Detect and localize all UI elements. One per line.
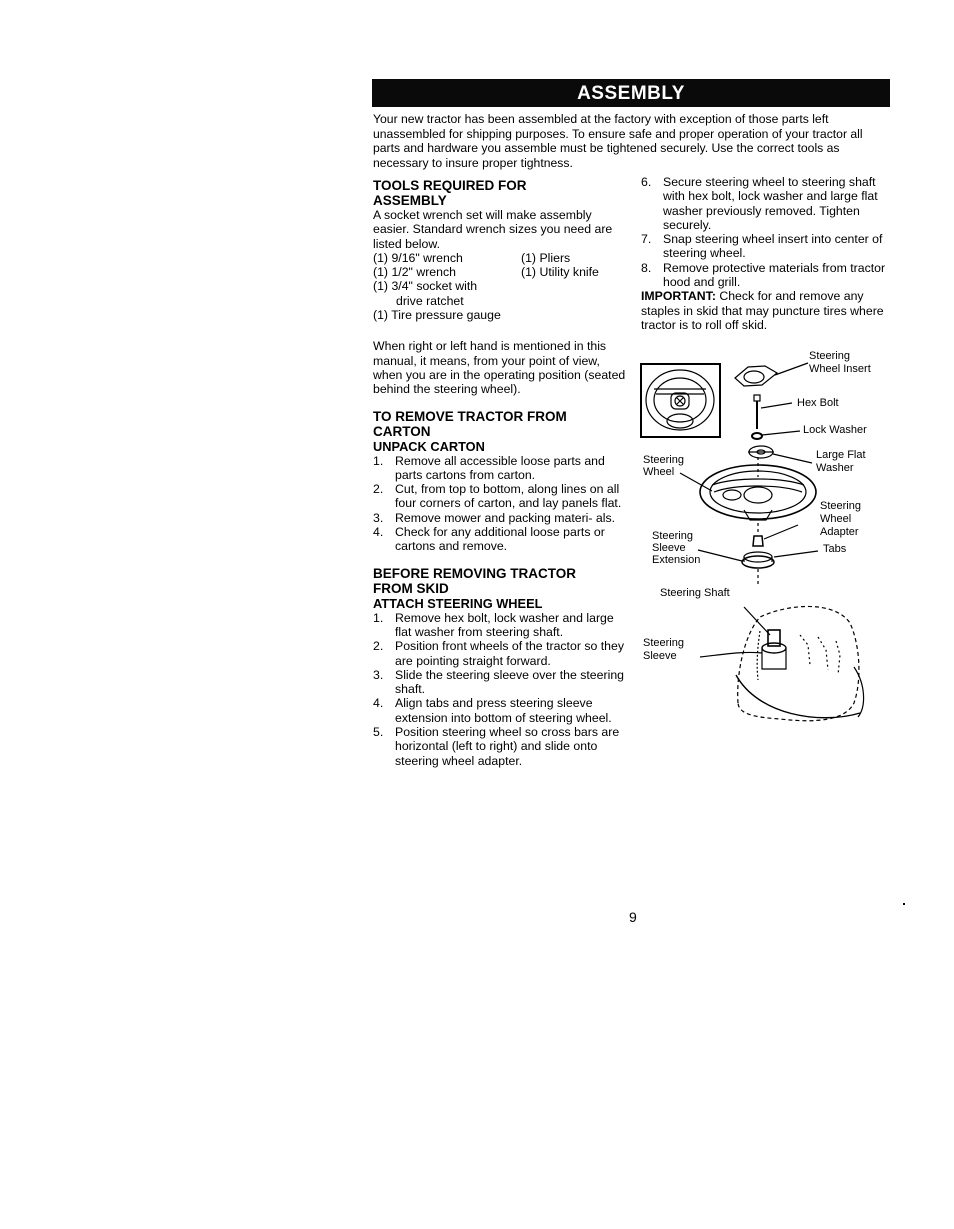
step-text: Remove all accessible loose parts and parts cartons from carton. <box>395 453 605 482</box>
scan-dot <box>903 903 905 905</box>
tools-heading-line2: ASSEMBLY <box>373 193 447 208</box>
label-adapter-2: Wheel <box>820 513 852 525</box>
attach-steps-right <box>641 175 891 289</box>
tools-heading-line1: TOOLS REQUIRED FOR <box>373 178 527 193</box>
intro-paragraph: Your new tractor has been assembled at the factory with exception of those parts left unassembled for shipping purposes. To ensure safe and proper operation of your tractor all parts and hardware you assemble must be tightened securely. Use the correct tools as necessary to insure proper tightness. <box>373 112 863 170</box>
tools-description: A socket wrench set will make assembly easier. Standard wrench sizes you need are listed below. <box>373 208 613 251</box>
label-adapter-1: Steering <box>820 500 861 512</box>
step-number: 3. <box>373 510 384 525</box>
label-extension-1: Steering <box>652 530 693 542</box>
step-number: 7. <box>641 232 652 247</box>
right-column <box>641 175 891 332</box>
list-item <box>373 482 628 511</box>
steering-wheel-rim <box>700 465 816 519</box>
tools-heading <box>373 178 628 208</box>
remove-carton-heading-line2: CARTON <box>373 423 431 439</box>
tool-item: (1) Pliers <box>521 250 571 265</box>
step-text: Slide the steering sleeve over the steering shaft. <box>395 667 624 697</box>
hood-outline <box>738 606 859 720</box>
label-steering-shaft: Steering Shaft <box>660 587 730 599</box>
step-number: 3. <box>373 667 384 682</box>
list-item <box>373 668 628 697</box>
before-skid-heading-line2: FROM SKID <box>373 580 449 596</box>
step-number: 2. <box>373 639 384 654</box>
list-item <box>641 232 891 261</box>
list-item <box>373 725 628 768</box>
label-lock-washer: Lock Washer <box>803 424 867 436</box>
step-text: Secure steering wheel to steering shaft with hex bolt, lock washer and large flat washer previously removed. Tighten securely. <box>663 175 878 232</box>
label-wheel-insert-1: Steering <box>809 350 850 362</box>
unpack-carton-subheading: UNPACK CARTON <box>373 438 485 454</box>
step-text: Remove mower and packing materi- als. <box>395 510 616 525</box>
step-number: 4. <box>373 696 384 711</box>
before-skid-heading-line1: BEFORE REMOVING TRACTOR <box>373 565 577 581</box>
step-number: 5. <box>373 725 384 740</box>
step-text: Align tabs and press steering sleeve extension into bottom of steering wheel. <box>395 696 612 725</box>
list-item <box>373 611 628 640</box>
list-item <box>373 454 628 483</box>
label-steering-wheel-1: Steering <box>643 454 684 466</box>
page-number: 9 <box>629 909 637 925</box>
step-text: Snap steering wheel insert into center of steering wheel. <box>663 232 883 261</box>
left-column <box>373 178 628 768</box>
list-item <box>641 175 891 232</box>
important-label: IMPORTANT: <box>641 289 716 304</box>
label-wheel-insert-2: Wheel Insert <box>809 363 871 375</box>
list-item <box>373 511 628 525</box>
label-adapter-3: Adapter <box>820 526 859 538</box>
tool-item: (1) 3/4" socket with <box>373 279 478 294</box>
section-banner: ASSEMBLY <box>372 79 890 107</box>
step-text: Position front wheels of the tractor so they are pointing straight forward. <box>395 639 624 668</box>
label-steering-sleeve-2: Sleeve <box>643 650 677 662</box>
attach-steps-left <box>373 611 628 768</box>
tool-item: (1) 9/16" wrench <box>373 250 463 265</box>
step-number: 1. <box>373 610 384 625</box>
step-number: 1. <box>373 453 384 468</box>
tool-item: (1) 1/2" wrench <box>373 265 456 280</box>
label-hex-bolt: Hex Bolt <box>797 397 839 409</box>
tool-item-continuation: drive ratchet <box>396 293 464 308</box>
label-tabs: Tabs <box>823 543 847 555</box>
steering-assembly-diagram <box>640 345 890 730</box>
inset-wheel-rim <box>646 370 714 430</box>
label-large-flat-2: Washer <box>816 462 854 474</box>
orientation-note: When right or left hand is mentioned in this manual, it means, from your point of view, when you are in the operating position (seated behind the steering wheel). <box>373 339 626 397</box>
label-large-flat-1: Large Flat <box>816 449 866 461</box>
tool-item: (1) Tire pressure gauge <box>373 308 501 323</box>
step-text: Remove protective materials from tractor hood and grill. <box>663 260 886 290</box>
label-extension-2: Sleeve <box>652 542 686 554</box>
label-extension-3: Extension <box>652 554 701 566</box>
important-text: Check for and remove any staples in skid that may puncture tires where tractor is to roll off skid. <box>641 289 884 332</box>
label-steering-sleeve-1: Steering <box>643 637 684 649</box>
list-item <box>641 261 891 290</box>
before-skid-heading <box>373 566 628 596</box>
step-text: Cut, from top to bottom, along lines on all four corners of carton, and lay panels flat. <box>395 482 622 511</box>
step-number: 6. <box>641 175 652 189</box>
tool-item: (1) Utility knife <box>521 265 599 280</box>
step-number: 4. <box>373 525 384 540</box>
tools-list <box>373 251 628 322</box>
list-item <box>373 696 628 725</box>
unpack-steps <box>373 454 628 554</box>
important-note <box>641 289 891 332</box>
label-steering-wheel-2: Wheel <box>643 466 675 478</box>
step-text: Position steering wheel so cross bars are horizontal (left to right) and slide onto steering wheel adapter. <box>395 725 620 768</box>
list-item <box>373 639 628 668</box>
remove-carton-heading <box>373 409 628 439</box>
step-number: 2. <box>373 482 384 497</box>
step-text: Check for any additional loose parts or cartons and remove. <box>395 525 605 554</box>
step-text: Remove hex bolt, lock washer and large flat washer from steering shaft. <box>395 610 614 639</box>
step-number: 8. <box>641 260 652 275</box>
remove-carton-heading-line1: TO REMOVE TRACTOR FROM <box>373 408 567 424</box>
attach-steering-subheading: ATTACH STEERING WHEEL <box>373 595 543 611</box>
list-item <box>373 525 628 554</box>
